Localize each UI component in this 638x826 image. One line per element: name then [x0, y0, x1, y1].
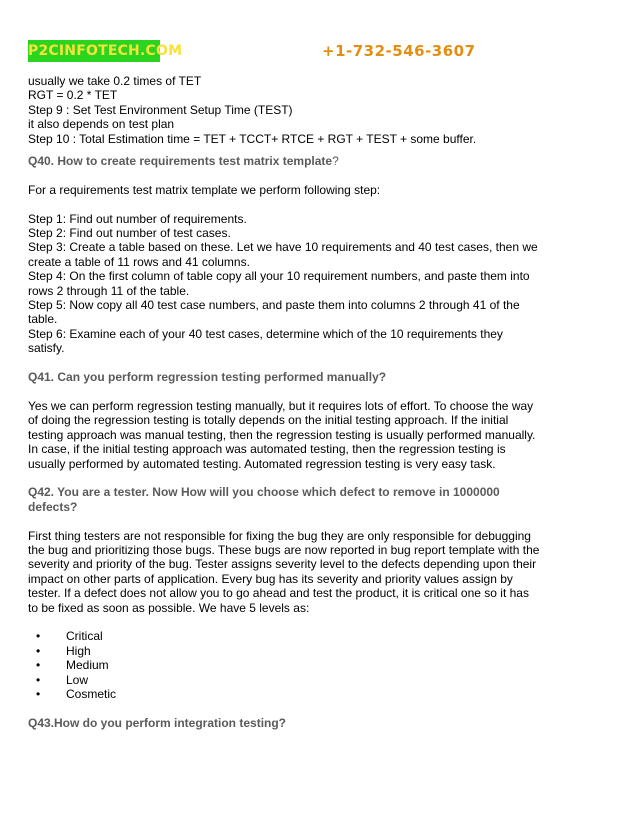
bullet-icon: •	[36, 629, 41, 644]
q42-answer-line: impact on other parts of application. Every bug has its severity and priority values assign by	[28, 571, 513, 586]
bullet-icon: •	[36, 672, 41, 687]
q41-answer-line: In case, if the initial testing approach was automated testing, then the regression testing is	[28, 442, 506, 457]
list-item-label: Cosmetic	[66, 686, 117, 701]
q40-step-line: Step 3: Create a table based on these. Let we have 10 requirements and 40 test cases, then we	[28, 240, 538, 255]
list-item	[28, 658, 612, 672]
question-heading-q41: Q41. Can you perform regression testing performed manually?	[28, 370, 387, 385]
intro-line: Step 10 : Total Estimation time = TET + TCCT+ RTCE + RGT + TEST + some buffer.	[28, 131, 477, 146]
list-item	[28, 644, 612, 658]
question-heading-q42: Q42. You are a tester. Now How will you choose which defect to remove in 1000000	[28, 485, 500, 500]
list-item	[28, 629, 612, 643]
document-body	[28, 74, 612, 730]
question-heading-q40	[28, 154, 612, 168]
bullet-icon: •	[36, 643, 41, 658]
bullet-icon: •	[36, 658, 41, 673]
list-item	[28, 673, 612, 687]
q40-step-line: rows 2 through 11 of the table.	[28, 283, 190, 298]
list-item-label: Critical	[66, 629, 103, 644]
q40-step-line: Step 5: Now copy all 40 test case numbers, and paste them into columns 2 through 41 of the	[28, 298, 520, 313]
list-item-label: Low	[66, 672, 89, 687]
q42-answer-line: the bug and prioritizing those bugs. These bugs are now reported in bug report template with the	[28, 542, 540, 557]
q40-step-line: create a table of 11 rows and 41 columns.	[28, 254, 250, 269]
intro-line: Step 9 : Set Test Environment Setup Time (TEST)	[28, 102, 293, 117]
list-item	[28, 687, 612, 701]
q40-step-line: Step 1: Find out number of requirements.	[28, 211, 247, 226]
question-heading-q43: Q43.How do you perform integration testing?	[28, 715, 287, 730]
intro-line: RGT = 0.2 * TET	[28, 88, 118, 103]
q42-answer-line: First thing testers are not responsible for fixing the bug they are only responsible for debugging	[28, 528, 531, 543]
q40-step-line: table.	[28, 312, 58, 327]
q42-answer-line: severity and priority of the bug. Tester assigns severity level to the defects depending upon their	[28, 557, 537, 572]
q40-step-line: satisfy.	[28, 341, 65, 356]
list-item-label: High	[66, 643, 91, 658]
q40-lead: For a requirements test matrix template we perform following step:	[28, 182, 381, 197]
q40-step-line: Step 2: Find out number of test cases.	[28, 226, 231, 241]
q41-answer-line: of doing the regression testing is totally depends on the initial testing approach. If the initial	[28, 413, 509, 428]
q41-answer-line: Yes we can perform regression testing manually, but it requires lots of effort. To choose the way	[28, 398, 534, 413]
brand-logo-text: P2CINFOTECH.COM	[28, 40, 160, 62]
intro-line: usually we take 0.2 times of TET	[28, 74, 202, 88]
q40-text: Q40. How to create requirements test matrix template	[28, 154, 333, 169]
question-heading-q42-cont: defects?	[28, 499, 78, 514]
bullet-icon: •	[36, 686, 41, 701]
severity-levels-list	[28, 629, 612, 701]
q41-answer-line: testing approach was manual testing, then the regression testing is usually performed manually.	[28, 427, 536, 442]
list-item-label: Medium	[66, 658, 109, 673]
q41-answer-line: usually performed by automated testing. Automated regression testing is very easy task.	[28, 456, 496, 471]
q42-answer-line: to be fixed as soon as possible. We have 5 levels as:	[28, 600, 310, 615]
q40-step-line: Step 6: Examine each of your 40 test cases, determine which of the 10 requirements they	[28, 326, 503, 341]
page-header	[28, 40, 610, 62]
q40-qmark: ?	[332, 154, 339, 169]
phone-number: +1-732-546-3607	[322, 42, 476, 60]
intro-line: it also depends on test plan	[28, 117, 175, 132]
q40-step-line: Step 4: On the first column of table copy all your 10 requirement numbers, and paste them into	[28, 269, 530, 284]
q42-answer-line: tester. If a defect does not allow you to go ahead and test the product, it is critical one so it has	[28, 586, 529, 601]
